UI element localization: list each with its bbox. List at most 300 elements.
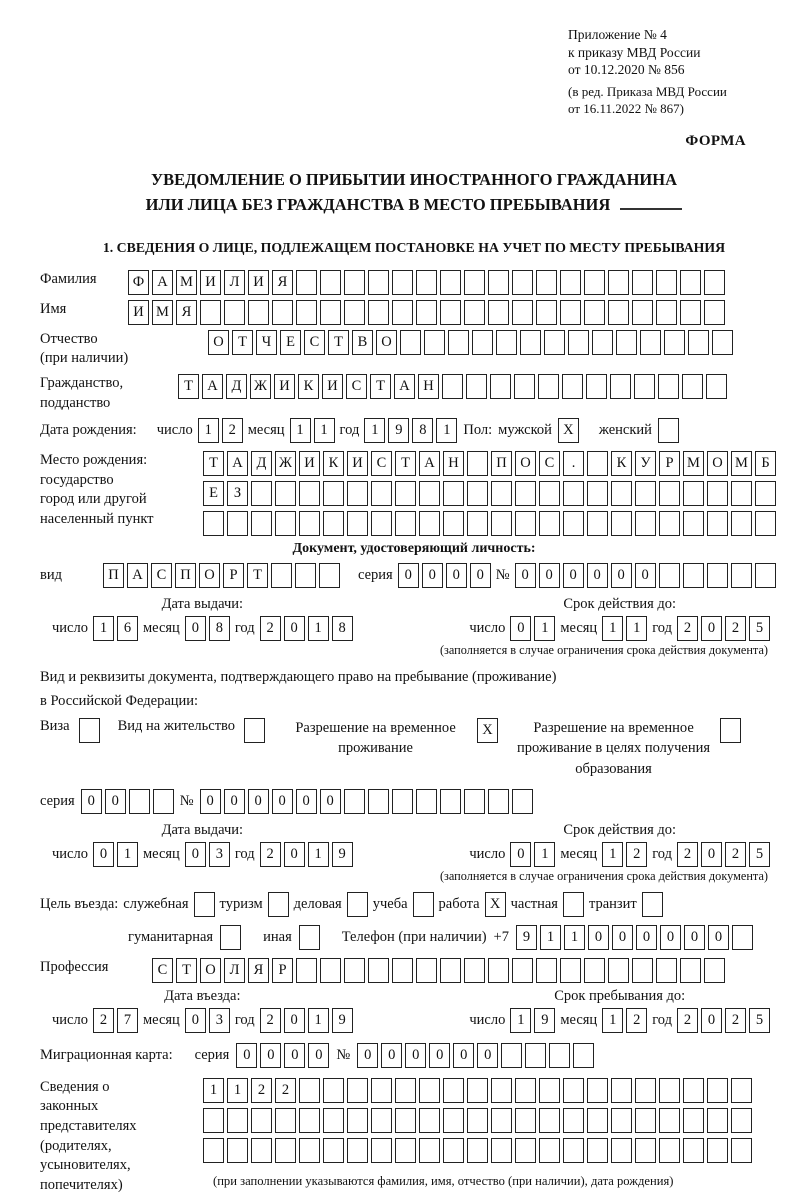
char-box[interactable]: [323, 481, 344, 506]
char-box[interactable]: [707, 563, 728, 588]
char-box[interactable]: [680, 958, 701, 983]
char-box[interactable]: О: [200, 958, 221, 983]
char-box[interactable]: [443, 481, 464, 506]
char-box[interactable]: [587, 1078, 608, 1103]
char-box[interactable]: 1: [602, 842, 623, 867]
char-box[interactable]: [539, 481, 560, 506]
char-box[interactable]: [467, 1108, 488, 1133]
char-box[interactable]: [563, 1138, 584, 1163]
char-box[interactable]: [488, 270, 509, 295]
char-box[interactable]: 9: [332, 842, 353, 867]
char-box[interactable]: 1: [308, 842, 329, 867]
purpose-official-checkbox[interactable]: [194, 892, 215, 917]
char-box[interactable]: [203, 1108, 224, 1133]
char-box[interactable]: Т: [176, 958, 197, 983]
char-box[interactable]: [584, 300, 605, 325]
char-box[interactable]: [443, 1078, 464, 1103]
char-box[interactable]: 0: [612, 925, 633, 950]
char-box[interactable]: 0: [284, 1043, 305, 1068]
char-box[interactable]: [344, 300, 365, 325]
char-box[interactable]: 0: [185, 616, 206, 641]
char-box[interactable]: [488, 300, 509, 325]
char-box[interactable]: А: [127, 563, 148, 588]
char-box[interactable]: [443, 1138, 464, 1163]
char-box[interactable]: [755, 511, 776, 536]
char-box[interactable]: К: [611, 451, 632, 476]
char-box[interactable]: [295, 563, 316, 588]
char-box[interactable]: 0: [611, 563, 632, 588]
char-box[interactable]: 2: [626, 842, 647, 867]
char-box[interactable]: [584, 270, 605, 295]
char-box[interactable]: [706, 374, 727, 399]
char-box[interactable]: [344, 958, 365, 983]
char-box[interactable]: 1: [602, 616, 623, 641]
char-box[interactable]: А: [394, 374, 415, 399]
char-box[interactable]: [392, 789, 413, 814]
char-box[interactable]: 2: [93, 1008, 114, 1033]
char-box[interactable]: [659, 511, 680, 536]
char-box[interactable]: [299, 1108, 320, 1133]
char-box[interactable]: [271, 563, 292, 588]
purpose-humanitarian-checkbox[interactable]: [220, 925, 241, 950]
char-box[interactable]: Д: [226, 374, 247, 399]
char-box[interactable]: 9: [534, 1008, 555, 1033]
char-box[interactable]: 0: [660, 925, 681, 950]
char-box[interactable]: [610, 374, 631, 399]
char-box[interactable]: [443, 511, 464, 536]
purpose-transit-checkbox[interactable]: [642, 892, 663, 917]
char-box[interactable]: [320, 270, 341, 295]
char-box[interactable]: [323, 511, 344, 536]
char-box[interactable]: [371, 1108, 392, 1133]
char-box[interactable]: Р: [223, 563, 244, 588]
char-box[interactable]: [371, 511, 392, 536]
char-box[interactable]: [296, 958, 317, 983]
char-box[interactable]: И: [128, 300, 149, 325]
purpose-private-checkbox[interactable]: [563, 892, 584, 917]
char-box[interactable]: Р: [659, 451, 680, 476]
char-box[interactable]: [368, 270, 389, 295]
char-box[interactable]: [611, 481, 632, 506]
char-box[interactable]: [536, 270, 557, 295]
char-box[interactable]: 1: [534, 616, 555, 641]
char-box[interactable]: Я: [272, 270, 293, 295]
char-box[interactable]: 9: [332, 1008, 353, 1033]
char-box[interactable]: И: [274, 374, 295, 399]
char-box[interactable]: [520, 330, 541, 355]
char-box[interactable]: [416, 789, 437, 814]
char-box[interactable]: [632, 270, 653, 295]
char-box[interactable]: И: [322, 374, 343, 399]
char-box[interactable]: О: [208, 330, 229, 355]
char-box[interactable]: [587, 511, 608, 536]
char-box[interactable]: [659, 481, 680, 506]
char-box[interactable]: 3: [209, 842, 230, 867]
char-box[interactable]: [707, 481, 728, 506]
purpose-study-checkbox[interactable]: [413, 892, 434, 917]
char-box[interactable]: [562, 374, 583, 399]
char-box[interactable]: [611, 1108, 632, 1133]
char-box[interactable]: 0: [429, 1043, 450, 1068]
char-box[interactable]: 1: [626, 616, 647, 641]
char-box[interactable]: О: [515, 451, 536, 476]
char-box[interactable]: 1: [308, 616, 329, 641]
char-box[interactable]: Л: [224, 958, 245, 983]
char-box[interactable]: [323, 1138, 344, 1163]
char-box[interactable]: [272, 300, 293, 325]
char-box[interactable]: [512, 789, 533, 814]
char-box[interactable]: И: [248, 270, 269, 295]
char-box[interactable]: [392, 270, 413, 295]
char-box[interactable]: [587, 451, 608, 476]
char-box[interactable]: [584, 958, 605, 983]
char-box[interactable]: [416, 270, 437, 295]
char-box[interactable]: [419, 1138, 440, 1163]
char-box[interactable]: Н: [418, 374, 439, 399]
char-box[interactable]: [659, 563, 680, 588]
char-box[interactable]: [419, 1078, 440, 1103]
char-box[interactable]: 5: [749, 616, 770, 641]
char-box[interactable]: [440, 789, 461, 814]
char-box[interactable]: О: [199, 563, 220, 588]
char-box[interactable]: [536, 958, 557, 983]
char-box[interactable]: [227, 1108, 248, 1133]
char-box[interactable]: [611, 1078, 632, 1103]
char-box[interactable]: [731, 511, 752, 536]
char-box[interactable]: 1: [117, 842, 138, 867]
char-box[interactable]: [200, 300, 221, 325]
char-box[interactable]: П: [175, 563, 196, 588]
char-box[interactable]: [560, 270, 581, 295]
char-box[interactable]: [539, 511, 560, 536]
char-box[interactable]: Т: [328, 330, 349, 355]
char-box[interactable]: [319, 563, 340, 588]
char-box[interactable]: 0: [708, 925, 729, 950]
char-box[interactable]: [731, 1078, 752, 1103]
char-box[interactable]: [153, 789, 174, 814]
char-box[interactable]: 0: [701, 1008, 722, 1033]
char-box[interactable]: 1: [227, 1078, 248, 1103]
char-box[interactable]: [755, 563, 776, 588]
char-box[interactable]: 1: [510, 1008, 531, 1033]
char-box[interactable]: Т: [203, 451, 224, 476]
char-box[interactable]: [299, 1078, 320, 1103]
char-box[interactable]: 1: [534, 842, 555, 867]
char-box[interactable]: [587, 1138, 608, 1163]
char-box[interactable]: [424, 330, 445, 355]
char-box[interactable]: [227, 511, 248, 536]
char-box[interactable]: [683, 563, 704, 588]
char-box[interactable]: 2: [260, 1008, 281, 1033]
char-box[interactable]: [347, 511, 368, 536]
char-box[interactable]: [395, 481, 416, 506]
char-box[interactable]: [491, 1138, 512, 1163]
char-box[interactable]: 2: [626, 1008, 647, 1033]
char-box[interactable]: П: [103, 563, 124, 588]
char-box[interactable]: А: [152, 270, 173, 295]
char-box[interactable]: [538, 374, 559, 399]
char-box[interactable]: Т: [178, 374, 199, 399]
char-box[interactable]: В: [352, 330, 373, 355]
char-box[interactable]: [275, 481, 296, 506]
char-box[interactable]: 2: [222, 418, 243, 443]
char-box[interactable]: [251, 1108, 272, 1133]
char-box[interactable]: 1: [436, 418, 457, 443]
char-box[interactable]: И: [347, 451, 368, 476]
char-box[interactable]: [203, 1138, 224, 1163]
char-box[interactable]: [400, 330, 421, 355]
char-box[interactable]: [416, 958, 437, 983]
char-box[interactable]: 1: [198, 418, 219, 443]
char-box[interactable]: [632, 958, 653, 983]
char-box[interactable]: 2: [725, 616, 746, 641]
char-box[interactable]: [467, 511, 488, 536]
char-box[interactable]: [568, 330, 589, 355]
char-box[interactable]: [368, 958, 389, 983]
char-box[interactable]: [224, 300, 245, 325]
char-box[interactable]: [323, 1078, 344, 1103]
char-box[interactable]: М: [731, 451, 752, 476]
char-box[interactable]: 8: [412, 418, 433, 443]
char-box[interactable]: [320, 300, 341, 325]
char-box[interactable]: [659, 1108, 680, 1133]
char-box[interactable]: 0: [588, 925, 609, 950]
char-box[interactable]: А: [202, 374, 223, 399]
char-box[interactable]: [514, 374, 535, 399]
char-box[interactable]: [658, 374, 679, 399]
char-box[interactable]: М: [683, 451, 704, 476]
char-box[interactable]: [467, 1138, 488, 1163]
char-box[interactable]: [392, 958, 413, 983]
char-box[interactable]: [251, 511, 272, 536]
char-box[interactable]: С: [539, 451, 560, 476]
char-box[interactable]: [704, 270, 725, 295]
char-box[interactable]: С: [151, 563, 172, 588]
char-box[interactable]: [490, 374, 511, 399]
char-box[interactable]: [640, 330, 661, 355]
char-box[interactable]: Б: [755, 451, 776, 476]
char-box[interactable]: [525, 1043, 546, 1068]
char-box[interactable]: [443, 1108, 464, 1133]
char-box[interactable]: [275, 511, 296, 536]
char-box[interactable]: [563, 1108, 584, 1133]
char-box[interactable]: Д: [251, 451, 272, 476]
char-box[interactable]: 1: [314, 418, 335, 443]
char-box[interactable]: [416, 300, 437, 325]
char-box[interactable]: 0: [539, 563, 560, 588]
char-box[interactable]: [440, 270, 461, 295]
char-box[interactable]: 0: [185, 1008, 206, 1033]
char-box[interactable]: С: [304, 330, 325, 355]
char-box[interactable]: 0: [446, 563, 467, 588]
char-box[interactable]: 1: [364, 418, 385, 443]
char-box[interactable]: [320, 958, 341, 983]
char-box[interactable]: К: [298, 374, 319, 399]
char-box[interactable]: О: [376, 330, 397, 355]
char-box[interactable]: 1: [203, 1078, 224, 1103]
char-box[interactable]: [536, 300, 557, 325]
char-box[interactable]: 2: [677, 616, 698, 641]
char-box[interactable]: Т: [232, 330, 253, 355]
char-box[interactable]: [659, 1078, 680, 1103]
char-box[interactable]: [299, 1138, 320, 1163]
char-box[interactable]: [347, 1078, 368, 1103]
char-box[interactable]: 5: [749, 842, 770, 867]
char-box[interactable]: 0: [320, 789, 341, 814]
char-box[interactable]: [755, 481, 776, 506]
char-box[interactable]: 0: [93, 842, 114, 867]
char-box[interactable]: 2: [725, 842, 746, 867]
char-box[interactable]: [573, 1043, 594, 1068]
char-box[interactable]: [419, 511, 440, 536]
char-box[interactable]: [731, 1108, 752, 1133]
visa-checkbox[interactable]: [79, 718, 100, 743]
char-box[interactable]: 0: [105, 789, 126, 814]
char-box[interactable]: [251, 481, 272, 506]
char-box[interactable]: С: [346, 374, 367, 399]
char-box[interactable]: 0: [81, 789, 102, 814]
char-box[interactable]: [467, 481, 488, 506]
char-box[interactable]: С: [152, 958, 173, 983]
char-box[interactable]: [515, 481, 536, 506]
char-box[interactable]: 0: [272, 789, 293, 814]
char-box[interactable]: А: [227, 451, 248, 476]
char-box[interactable]: 1: [602, 1008, 623, 1033]
char-box[interactable]: [275, 1138, 296, 1163]
char-box[interactable]: 0: [185, 842, 206, 867]
char-box[interactable]: Я: [248, 958, 269, 983]
char-box[interactable]: [491, 511, 512, 536]
char-box[interactable]: 0: [224, 789, 245, 814]
char-box[interactable]: 2: [677, 1008, 698, 1033]
char-box[interactable]: [464, 270, 485, 295]
char-box[interactable]: 2: [260, 842, 281, 867]
char-box[interactable]: [539, 1078, 560, 1103]
char-box[interactable]: 2: [677, 842, 698, 867]
char-box[interactable]: Т: [370, 374, 391, 399]
char-box[interactable]: 0: [296, 789, 317, 814]
char-box[interactable]: [467, 1078, 488, 1103]
char-box[interactable]: 1: [540, 925, 561, 950]
char-box[interactable]: [347, 1108, 368, 1133]
char-box[interactable]: [467, 451, 488, 476]
char-box[interactable]: [563, 1078, 584, 1103]
sex-male-checkbox[interactable]: X: [558, 418, 579, 443]
char-box[interactable]: [251, 1138, 272, 1163]
char-box[interactable]: [608, 958, 629, 983]
char-box[interactable]: [656, 958, 677, 983]
char-box[interactable]: [395, 1108, 416, 1133]
char-box[interactable]: [491, 481, 512, 506]
temp-residence-checkbox[interactable]: X: [477, 718, 498, 743]
char-box[interactable]: [592, 330, 613, 355]
char-box[interactable]: [682, 374, 703, 399]
char-box[interactable]: [544, 330, 565, 355]
char-box[interactable]: 0: [284, 842, 305, 867]
char-box[interactable]: 0: [308, 1043, 329, 1068]
char-box[interactable]: Я: [176, 300, 197, 325]
char-box[interactable]: О: [707, 451, 728, 476]
char-box[interactable]: [563, 481, 584, 506]
char-box[interactable]: [680, 270, 701, 295]
residence-permit-checkbox[interactable]: [244, 718, 265, 743]
char-box[interactable]: 1: [564, 925, 585, 950]
purpose-business-checkbox[interactable]: [347, 892, 368, 917]
char-box[interactable]: 9: [388, 418, 409, 443]
char-box[interactable]: [586, 374, 607, 399]
char-box[interactable]: [227, 1138, 248, 1163]
char-box[interactable]: [732, 925, 753, 950]
char-box[interactable]: [659, 1138, 680, 1163]
char-box[interactable]: 0: [260, 1043, 281, 1068]
char-box[interactable]: 0: [381, 1043, 402, 1068]
char-box[interactable]: [472, 330, 493, 355]
char-box[interactable]: [731, 481, 752, 506]
char-box[interactable]: [512, 270, 533, 295]
char-box[interactable]: 0: [398, 563, 419, 588]
char-box[interactable]: [501, 1043, 522, 1068]
char-box[interactable]: 0: [701, 842, 722, 867]
char-box[interactable]: И: [200, 270, 221, 295]
char-box[interactable]: 0: [563, 563, 584, 588]
char-box[interactable]: [464, 958, 485, 983]
char-box[interactable]: [635, 511, 656, 536]
purpose-work-checkbox[interactable]: X: [485, 892, 506, 917]
char-box[interactable]: [664, 330, 685, 355]
char-box[interactable]: [440, 958, 461, 983]
char-box[interactable]: [512, 958, 533, 983]
char-box[interactable]: [632, 300, 653, 325]
char-box[interactable]: 0: [477, 1043, 498, 1068]
char-box[interactable]: [611, 511, 632, 536]
char-box[interactable]: 0: [635, 563, 656, 588]
char-box[interactable]: [392, 300, 413, 325]
sex-female-checkbox[interactable]: [658, 418, 679, 443]
char-box[interactable]: Ч: [256, 330, 277, 355]
char-box[interactable]: 2: [260, 616, 281, 641]
char-box[interactable]: У: [635, 451, 656, 476]
char-box[interactable]: [683, 481, 704, 506]
char-box[interactable]: 0: [248, 789, 269, 814]
char-box[interactable]: 0: [510, 842, 531, 867]
char-box[interactable]: 0: [284, 616, 305, 641]
char-box[interactable]: .: [563, 451, 584, 476]
char-box[interactable]: [563, 511, 584, 536]
char-box[interactable]: [371, 481, 392, 506]
char-box[interactable]: [491, 1108, 512, 1133]
char-box[interactable]: [395, 1138, 416, 1163]
char-box[interactable]: [635, 1108, 656, 1133]
char-box[interactable]: 8: [332, 616, 353, 641]
char-box[interactable]: П: [491, 451, 512, 476]
char-box[interactable]: [515, 1108, 536, 1133]
char-box[interactable]: [731, 1138, 752, 1163]
char-box[interactable]: [466, 374, 487, 399]
char-box[interactable]: [515, 1138, 536, 1163]
char-box[interactable]: 3: [209, 1008, 230, 1033]
char-box[interactable]: [515, 1078, 536, 1103]
char-box[interactable]: [344, 789, 365, 814]
char-box[interactable]: [371, 1138, 392, 1163]
char-box[interactable]: [491, 1078, 512, 1103]
char-box[interactable]: Т: [247, 563, 268, 588]
char-box[interactable]: 0: [453, 1043, 474, 1068]
char-box[interactable]: [368, 300, 389, 325]
char-box[interactable]: 0: [515, 563, 536, 588]
char-box[interactable]: [635, 1078, 656, 1103]
char-box[interactable]: 0: [236, 1043, 257, 1068]
char-box[interactable]: Л: [224, 270, 245, 295]
